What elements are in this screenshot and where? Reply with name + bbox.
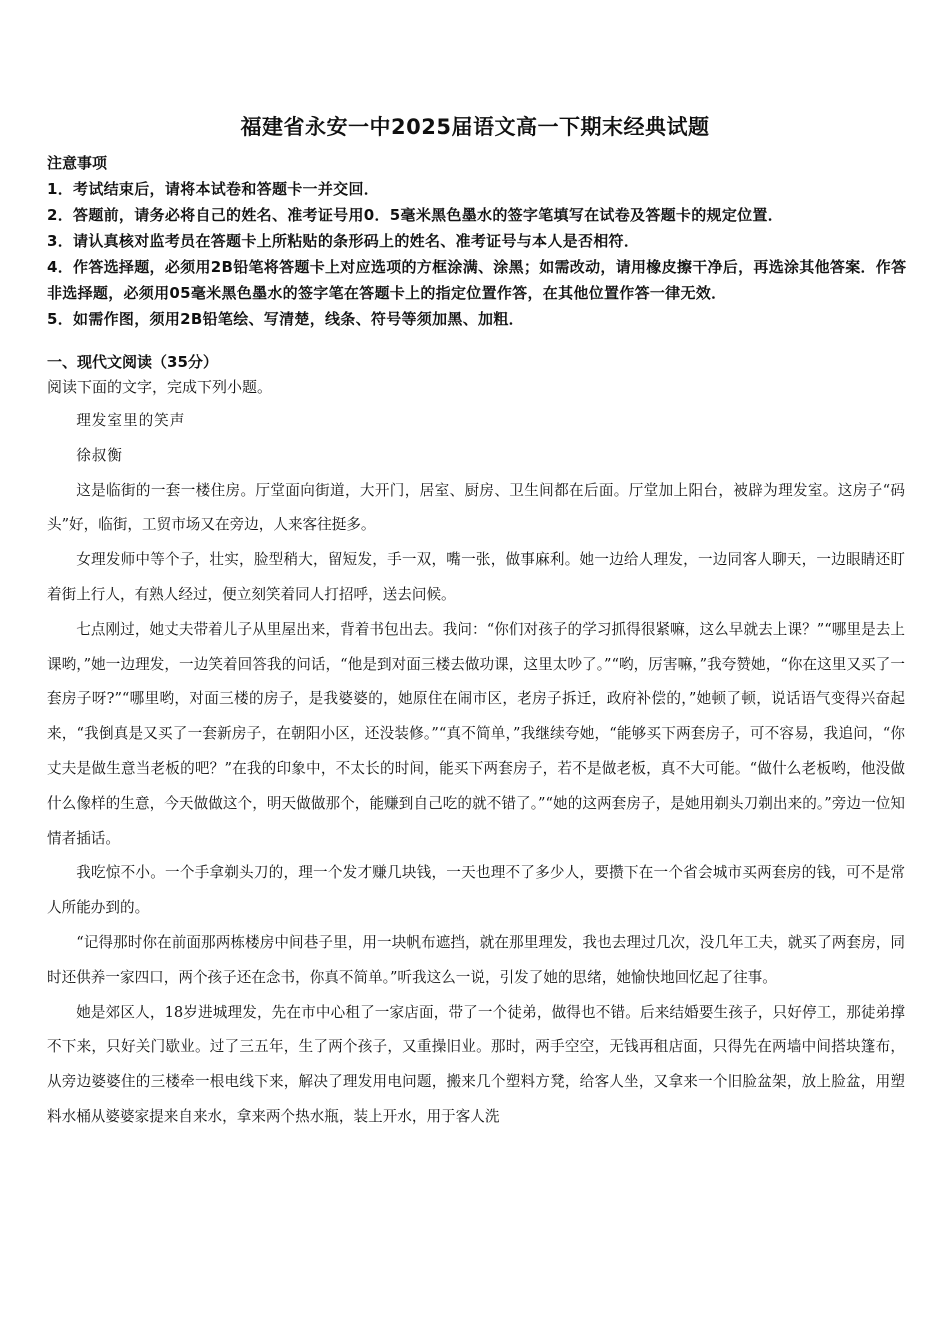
notice-item: 2．答题前，请务必将自己的姓名、准考证号用0．5毫米黑色墨水的签字笔填写在试卷及答题卡的规定位置． [47,206,784,224]
section-heading: 一、现代文阅读（35分） [47,353,218,371]
story-author: 徐叔衡 [76,446,123,464]
page-title: 福建省永安一中2025届语文高一下期末经典试题 [240,115,710,139]
notice-block [47,150,907,332]
story-paragraph: 七点刚过，她丈夫带着儿子从里屋出来，背着书包出去。我问：“你们对孩子的学习抓得很紧嘛，这么早就去上课？”“哪里是去上课哟，”她一边理发，一边笑着回答我的问话，“他是到对面三楼去做功课，这里太吵了。”“哟，厉害嘛，”我夸赞她，“你在这里又买了一套房子呀?”“哪里哟，对面三楼的房子，是我婆婆的，她原住在闹市区，老房子拆迁，政府补偿的，”她顿了顿，说话语气变得兴奋起来，“我倒真是又买了一套新房子，在朝阳小区，还没装修。”“真不简单，”我继续夸她，“能够买下两套房子，可不容易，我追问，“你丈夫是做生意当老板的吧？”在我的印象中，不太长的时间，能买下两套房子，若不是做老板，真不大可能。“做什么老板哟，他没做什么像样的生意，今天做做这个，明天做做那个，能赚到自己吃的就不错了。”“她的这两套房子，是她用剃头刀剃出来的。”旁边一位知情者插话。 [47,620,905,847]
notice-item: 1．考试结束后，请将本试卷和答题卡一并交回． [47,180,380,198]
story-paragraph: 这是临街的一套一楼住房。厅堂面向街道，大开门，居室、厨房、卫生间都在后面。厅堂加上阳台，被辟为理发室。这房子“码头”好，临街，工贸市场又在旁边，人来客往挺多。 [47,481,905,534]
notice-heading: 注意事项 [47,154,108,172]
notice-item: 5．如需作图，须用2B铅笔绘、写清楚，线条、符号等须加黑、加粗． [47,310,524,328]
story-paragraph: 她是郊区人，18岁进城理发，先在市中心租了一家店面，带了一个徒弟，做得也不错。后来结婚要生孩子，只好停工，那徒弟撑不下来，只好关门歇业。过了三五年，生了两个孩子，又重操旧业。那时，两手空空，无钱再租店面，只得先在两墙中间搭块篷布，从旁边婆婆住的三楼牵一根电线下来，解决了理发用电问题，搬来几个塑料方凳，给客人坐，又拿来一个旧脸盆架，放上脸盆，用塑料水桶从婆婆家提来自来水，拿来两个热水瓶，装上开水，用于客人洗 [47,1003,905,1125]
story-paragraph: 女理发师中等个子，壮实，脸型稍大，留短发，手一双，嘴一张，做事麻利。她一边给人理发，一边同客人聊天，一边眼睛还盯着街上行人，有熟人经过，便立刻笑着同人打招呼，送去问候。 [47,551,905,603]
story-paragraph: 我吃惊不小。一个手拿剃头刀的，理一个发才赚几块钱，一天也理不了多少人，要攒下在一个省会城市买两套房的钱，可不是常人所能办到的。 [47,864,905,917]
story-paragraph: “记得那时你在前面那两栋楼房中间巷子里，用一块帆布遮挡，就在那里理发，我也去理过几次，没几年工夫，就买了两套房，同时还供养一家四口，两个孩子还在念书，你真不简单。”听我这么一说，引发了她的思绪，她愉快地回忆起了往事。 [47,933,905,986]
section-instruction: 阅读下面的文字，完成下列小题。 [47,378,273,396]
reading-passage [47,404,905,1135]
notice-item: 3．请认真核对监考员在答题卡上所粘贴的条形码上的姓名、准考证号与本人是否相符． [47,232,640,250]
notice-item: 4．作答选择题，必须用2B铅笔将答题卡上对应选项的方框涂满、涂黑；如需改动，请用橡皮擦干净后，再选涂其他答案．作答非选择题，必须用05毫米黑色墨水的签字笔在答题卡上的指定位置作答，在其他位置作答一律无效． [47,258,907,302]
story-title: 理发室里的笑声 [76,412,186,429]
